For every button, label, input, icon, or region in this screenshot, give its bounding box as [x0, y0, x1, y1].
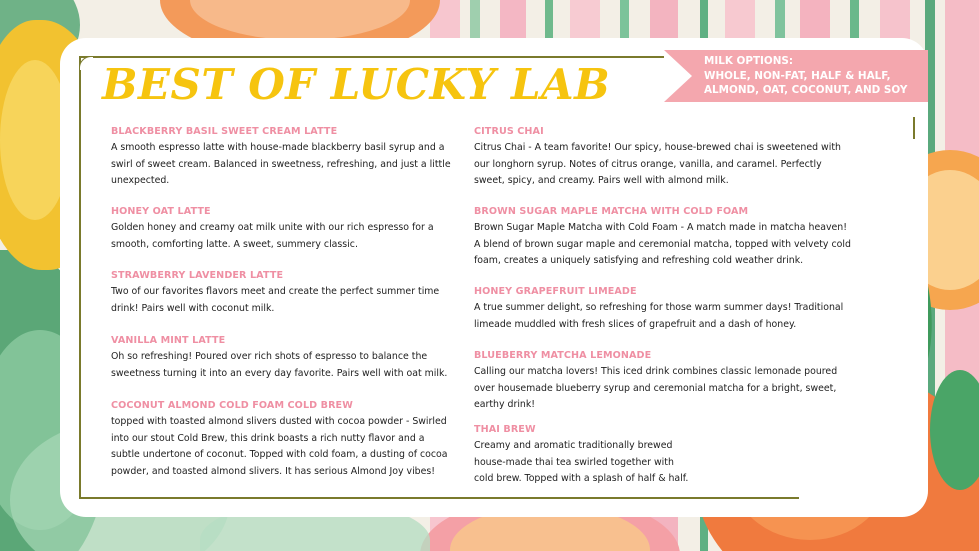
milk-options-line-2: ALMOND, OAT, COCONUT, AND SOY [704, 84, 908, 96]
frame-line-right [913, 117, 915, 139]
menu-item-name: BROWN SUGAR MAPLE MATCHA WITH COLD FOAM [474, 206, 749, 217]
menu-item [111, 399, 456, 480]
menu-item-description: Citrus Chai - A team favorite! Our spicy, house-brewed chai is sweetened with our longhorn syrup. Notes of citrus orange, vanilla, and caramel. Perfectly sweet, spicy, and creamy. Pairs well with almond milk. [474, 142, 841, 186]
milk-options-banner [664, 50, 928, 102]
frame-line-bottom [79, 497, 799, 499]
menu-item [111, 269, 456, 317]
menu-item-name: THAI BREW [474, 424, 536, 435]
menu-item-name: HONEY GRAPEFRUIT LIMEADE [474, 286, 637, 297]
menu-item-description: Golden honey and creamy oat milk unite with our rich espresso for a smooth, comforting latte. A sweet, summery classic. [111, 222, 434, 250]
menu-item-name: BLUEBERRY MATCHA LEMONADE [474, 350, 652, 361]
menu-title: BEST OF LUCKY LAB [102, 60, 611, 109]
menu-item-name: VANILLA MINT LATTE [111, 335, 226, 346]
menu-item-description: A true summer delight, so refreshing for those warm summer days! Traditional limeade muddled with fresh slices of grapefruit and a dash of honey. [474, 302, 844, 330]
menu-item [474, 423, 689, 488]
menu-item-description: Brown Sugar Maple Matcha with Cold Foam - A match made in matcha heaven! A blend of brown sugar maple and ceremonial matcha, topped with velvety cold foam, creates a uniquely satisfying and refreshing cold weather drink. [474, 222, 851, 266]
menu-item-name: HONEY OAT LATTE [111, 206, 211, 217]
menu-item-description: A smooth espresso latte with house-made blackberry basil syrup and a swirl of sweet cream. Balanced in sweetness, refreshing, and just a little unexpected. [111, 142, 451, 186]
menu-item-name: COCONUT ALMOND COLD FOAM COLD BREW [111, 400, 353, 411]
menu-item-description: Oh so refreshing! Poured over rich shots of espresso to balance the sweetness turning it into an every day favorite. Pairs well with oat milk. [111, 351, 448, 379]
menu-item-description: topped with toasted almond slivers dusted with cocoa powder - Swirled into our stout Cold Brew, this drink boasts a rich nutty flavor and a subtle undertone of coconut. Topped with cold foam, a dusting of cocoa powder, and toasted almond slivers. It has serious Almond Joy vibes! [111, 416, 448, 477]
menu-item-name: CITRUS CHAI [474, 126, 544, 137]
frame-line-left [79, 56, 81, 498]
menu-item-name: STRAWBERRY LAVENDER LATTE [111, 270, 284, 281]
menu-item [474, 205, 854, 270]
milk-options-line-1: WHOLE, NON-FAT, HALF & HALF, [704, 69, 891, 82]
menu-item-description: Two of our favorites flavors meet and create the perfect summer time drink! Pairs well with coconut milk. [111, 286, 440, 314]
milk-options-heading: MILK OPTIONS: [704, 55, 794, 67]
menu-item [111, 125, 456, 190]
menu-item [474, 285, 854, 333]
menu-item-description: Calling our matcha lovers! This iced drink combines classic lemonade poured over housemade blueberry syrup and ceremonial matcha for a bright, sweet, earthy drink! [474, 366, 838, 410]
menu-item-name: BLACKBERRY BASIL SWEET CREAM LATTE [111, 126, 338, 137]
menu-item [111, 334, 456, 382]
banner-notch [664, 50, 692, 102]
menu-item [111, 205, 456, 253]
menu-item [474, 125, 854, 190]
frame-line-top [79, 56, 665, 58]
menu-item-description: Creamy and aromatic traditionally brewed house-made thai tea swirled together with cold brew. Topped with a splash of half & half. [474, 440, 689, 484]
menu-item [474, 349, 854, 414]
